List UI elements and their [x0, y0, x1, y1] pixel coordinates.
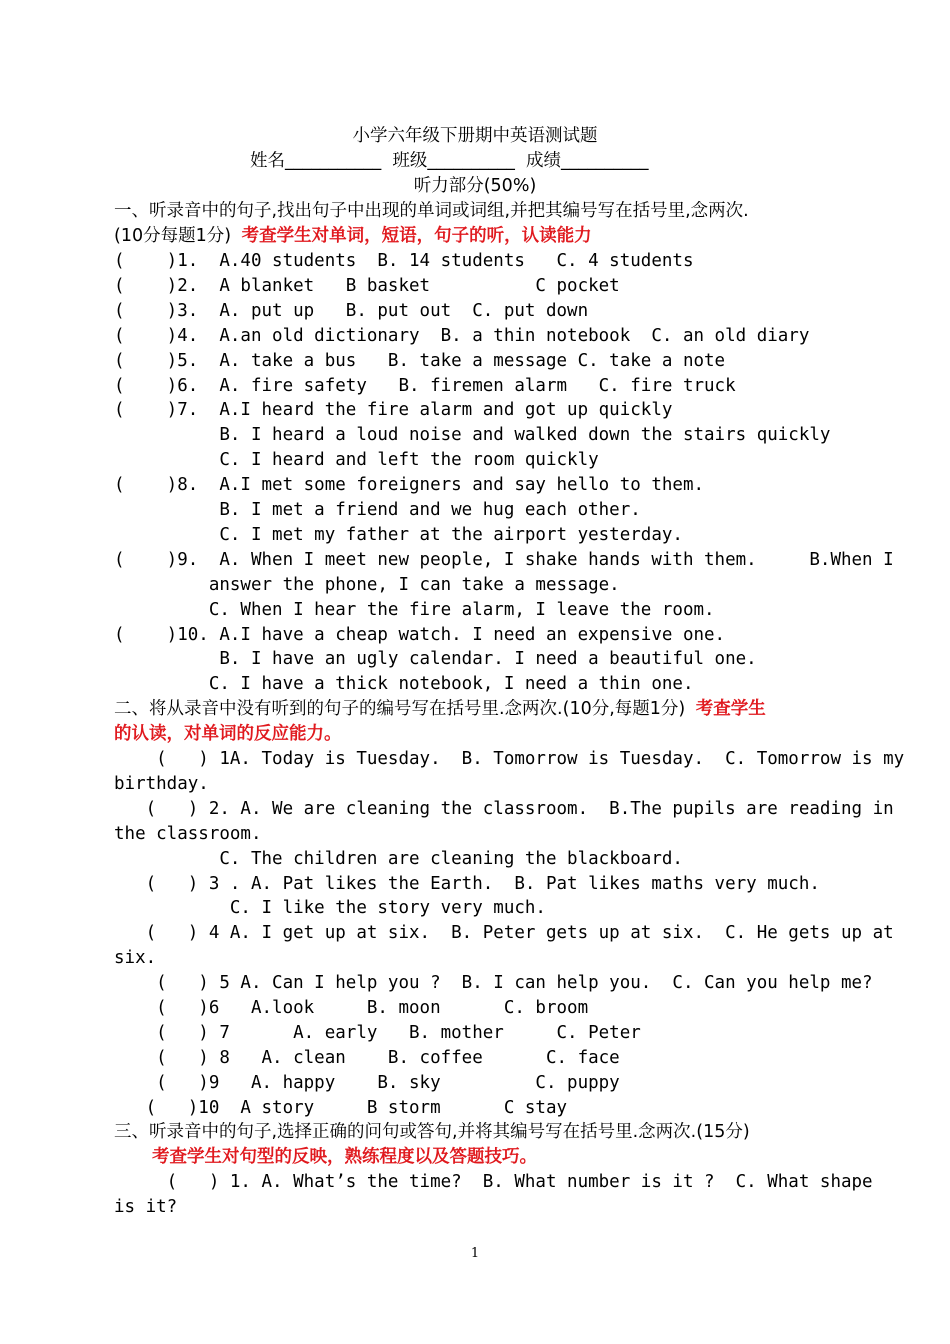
question-line: ( )9. A. When I meet new people, I shake hands with them. B.When I	[114, 549, 894, 570]
section1-note: 考查学生对单词，短语，句子的听，认读能力	[241, 226, 592, 246]
question-line: C. The children are cleaning the blackboard.	[114, 848, 683, 869]
question-line: ( ) 2. A. We are cleaning the classroom. B.The pupils are reading in	[114, 798, 894, 819]
question-line: C. I met my father at the airport yesterday.	[114, 524, 683, 545]
question-line: ( )10. A.I have a cheap watch. I need an expensive one.	[114, 624, 726, 645]
question-line: birthday.	[114, 773, 209, 794]
section-subtitle: 听力部分(50%)	[413, 176, 537, 196]
question-line: ( )4. A.an old dictionary B. a thin notebook C. an old diary	[114, 325, 810, 346]
question-line: ( ) 5 A. Can I help you ? B. I can help you. C. Can you help me?	[114, 973, 873, 994]
section1-score: (10分每题1分)	[114, 226, 232, 246]
page-title: 小学六年级下册期中英语测试题	[352, 126, 598, 146]
question-line: ( )9 A. happy B. sky C. puppy	[114, 1072, 620, 1093]
question-line: ( ) 8 A. clean B. coffee C. face	[114, 1047, 620, 1068]
section1-instruction-2	[114, 224, 592, 249]
section2-note-2: 的认读，对单词的反应能力。	[114, 724, 342, 744]
question-line: ( ) 4 A. I get up at six. B. Peter gets up at six. C. He gets up at	[114, 923, 894, 944]
question-line: the classroom.	[114, 823, 262, 844]
student-info-line: 姓名___________ 班级__________ 成绩__________	[250, 151, 649, 171]
question-line: ( )2. A blanket B basket C pocket	[114, 275, 620, 296]
question-line: C. When I hear the fire alarm, I leave the room.	[114, 599, 715, 620]
question-line: B. I have an ugly calendar. I need a beautiful one.	[114, 649, 757, 670]
question-line: ( ) 7 A. early B. mother C. Peter	[114, 1022, 641, 1043]
question-line: C. I have a thick notebook, I need a thin one.	[114, 674, 694, 695]
question-line: is it?	[114, 1196, 178, 1217]
question-line: ( )5. A. take a bus B. take a message C. take a note	[114, 350, 726, 371]
section3-note: 考查学生对句型的反映，熟练程度以及答题技巧。	[152, 1147, 537, 1167]
question-line: B. I heard a loud noise and walked down the stairs quickly	[114, 425, 831, 446]
question-line: ( )7. A.I heard the fire alarm and got up quickly	[114, 400, 673, 421]
question-line: ( )10 A story B storm C stay	[114, 1097, 568, 1118]
question-line: ( ) 1A. Today is Tuesday. B. Tomorrow is Tuesday. C. Tomorrow is my	[114, 749, 905, 769]
question-line: six.	[114, 948, 157, 969]
question-line: ( )1. A.40 students B. 14 students C. 4 students	[114, 251, 694, 271]
question-line: ( ) 3 . A. Pat likes the Earth. B. Pat likes maths very much.	[114, 873, 820, 894]
question-line: ( ) 1. A. What’s the time? B. What number is it ? C. What shape	[114, 1172, 873, 1192]
page-number: 1	[470, 1246, 480, 1261]
question-line: answer the phone, I can take a message.	[114, 574, 620, 595]
question-line: C. I like the story very much.	[114, 898, 546, 919]
question-line: ( )8. A.I met some foreigners and say hello to them.	[114, 475, 705, 496]
section2-instruction	[114, 697, 766, 722]
question-line: ( )6. A. fire safety B. firemen alarm C. fire truck	[114, 375, 736, 396]
question-line: ( )3. A. put up B. put out C. put down	[114, 300, 589, 321]
section3-instruction: 三、听录音中的句子,选择正确的问句或答句,并将其编号写在括号里.念两次.(15分)	[114, 1122, 750, 1142]
question-line: ( )6 A.look B. moon C. broom	[114, 998, 589, 1018]
section2-instruction-text: 二、将从录音中没有听到的句子的编号写在括号里.念两次.(10分,每题1分)	[114, 699, 686, 719]
section2-note-1: 考查学生	[695, 699, 766, 719]
question-line: B. I met a friend and we hug each other.	[114, 500, 641, 520]
question-line: C. I heard and left the room quickly	[114, 450, 599, 471]
section1-instruction: 一、听录音中的句子,找出句子中出现的单词或词组,并把其编号写在括号里,念两次.	[114, 201, 749, 221]
